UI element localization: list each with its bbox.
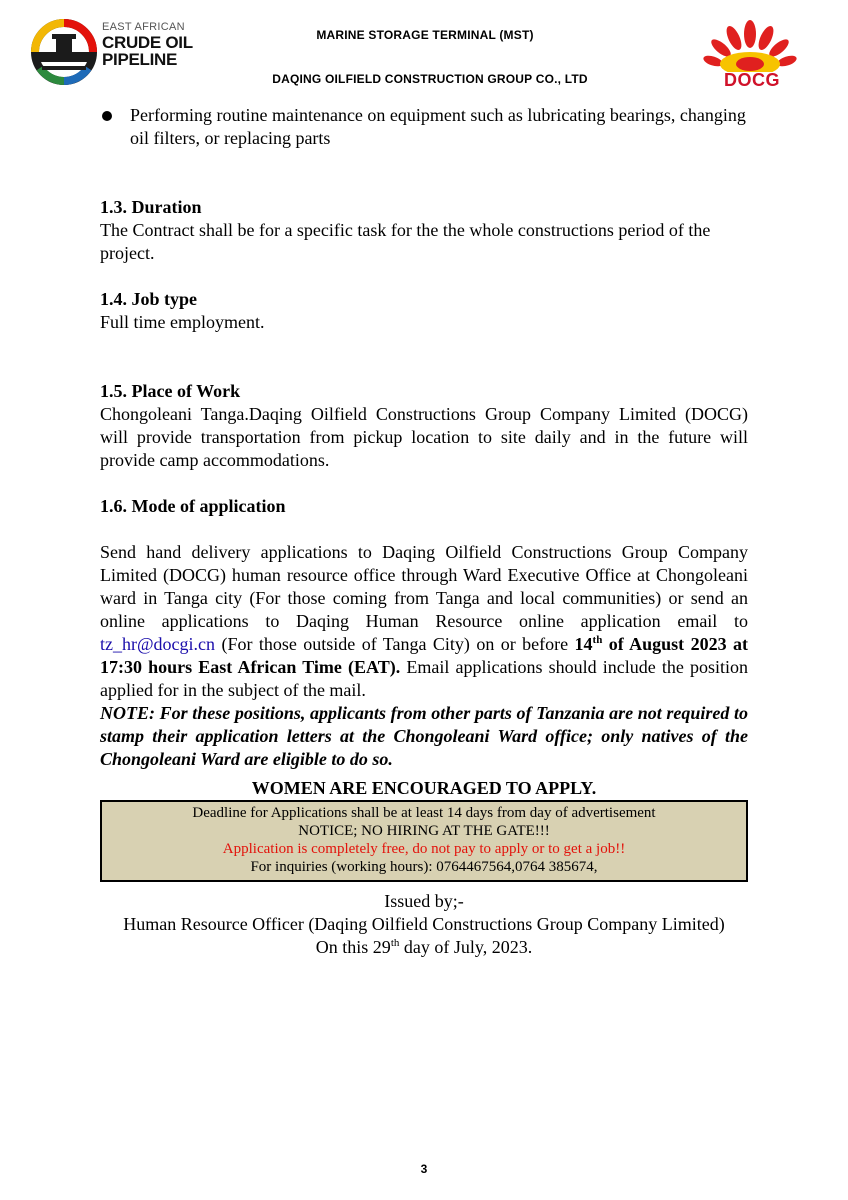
email-link[interactable]: tz_hr@docgi.cn — [100, 634, 216, 654]
logo-line-3: PIPELINE — [102, 50, 178, 69]
bullet-item — [100, 104, 748, 150]
deadline-day: 14 — [574, 634, 593, 654]
bullet-text: Performing routine maintenance on equipment such as lubricating bearings, changing oil filters, or replacing parts — [130, 105, 746, 148]
document-body — [100, 104, 748, 959]
page-header — [0, 0, 848, 100]
mode-text-mid: (For those outside of Tanga City) on or before — [215, 634, 575, 654]
duration-body: The Contract shall be for a specific task for the the whole constructions period of the project. — [100, 220, 711, 263]
job-type-body: Full time employment. — [100, 312, 265, 332]
issue-date-sup: th — [390, 937, 400, 949]
issue-date — [100, 936, 748, 959]
mode-text-end: Email applications should include the position applied for in the subject of the mail. — [100, 657, 749, 700]
deadline-rest: of August 2023 at 17:30 hours East African Time (EAT). — [100, 634, 749, 677]
header-title-top: MARINE STORAGE TERMINAL (MST) — [316, 28, 534, 42]
notice-line-2: NOTICE; NO HIRING AT THE GATE!!! — [298, 823, 550, 839]
mode-heading: 1.6. Mode of application — [100, 496, 286, 516]
notice-box — [100, 800, 748, 882]
place-heading: 1.5. Place of Work — [100, 381, 241, 401]
bullet-dot-icon — [102, 111, 112, 121]
notice-line-4: For inquiries (working hours): 0764467564,0764 385674, — [250, 859, 598, 875]
docg-logo — [700, 18, 800, 98]
place-body: Chongoleani Tanga.Daqing Oilfield Constructions Group Company Limited (DOCG) will provide transportation from pickup location to site daily and in the future will provide camp accommodations. — [100, 404, 748, 470]
note-paragraph: NOTE: For these positions, applicants from other parts of Tanzania are not required to stamp their application letters at the Chongoleani Ward office; only natives of the Chongoleani Ward are eligible to do so. — [100, 703, 748, 769]
duration-heading: 1.3. Duration — [100, 197, 202, 217]
issue-date-suffix: day of July, 2023. — [399, 937, 533, 957]
pipeline-logo-icon — [30, 18, 98, 86]
issuer: Human Resource Officer (Daqing Oilfield Constructions Group Company Limited) — [123, 914, 725, 934]
page-number: 3 — [420, 1162, 428, 1176]
women-notice: WOMEN ARE ENCOURAGED TO APPLY. — [251, 778, 597, 798]
header-title-bottom: DAQING OILFIELD CONSTRUCTION GROUP CO., LTD — [272, 72, 588, 86]
logo-line-1: EAST AFRICAN — [102, 21, 185, 33]
mode-paragraph — [100, 541, 748, 702]
mode-text-start: Send hand delivery applications to Daqing Oilfield Constructions Group Company Limited (DOCG) human resource office through Ward Executive Office at Chongoleani ward in Tanga city (For those coming from Tanga and local communities) or send an online applications to Daqing Human Resource online application email to — [100, 542, 748, 631]
docg-logo-text: DOCG — [724, 70, 780, 90]
docg-flame-icon — [700, 18, 800, 72]
deadline-sup: th — [592, 634, 603, 646]
notice-line-1: Deadline for Applications shall be at least 14 days from day of advertisement — [192, 805, 656, 821]
job-type-heading: 1.4. Job type — [100, 289, 198, 309]
issued-by: Issued by;- — [384, 891, 464, 911]
notice-line-3: Application is completely free, do not pay to apply or to get a job!! — [222, 841, 626, 857]
issue-date-prefix: On this 29 — [315, 937, 391, 957]
logo-line-2: CRUDE OIL — [102, 33, 193, 52]
eacop-logo — [30, 18, 230, 90]
